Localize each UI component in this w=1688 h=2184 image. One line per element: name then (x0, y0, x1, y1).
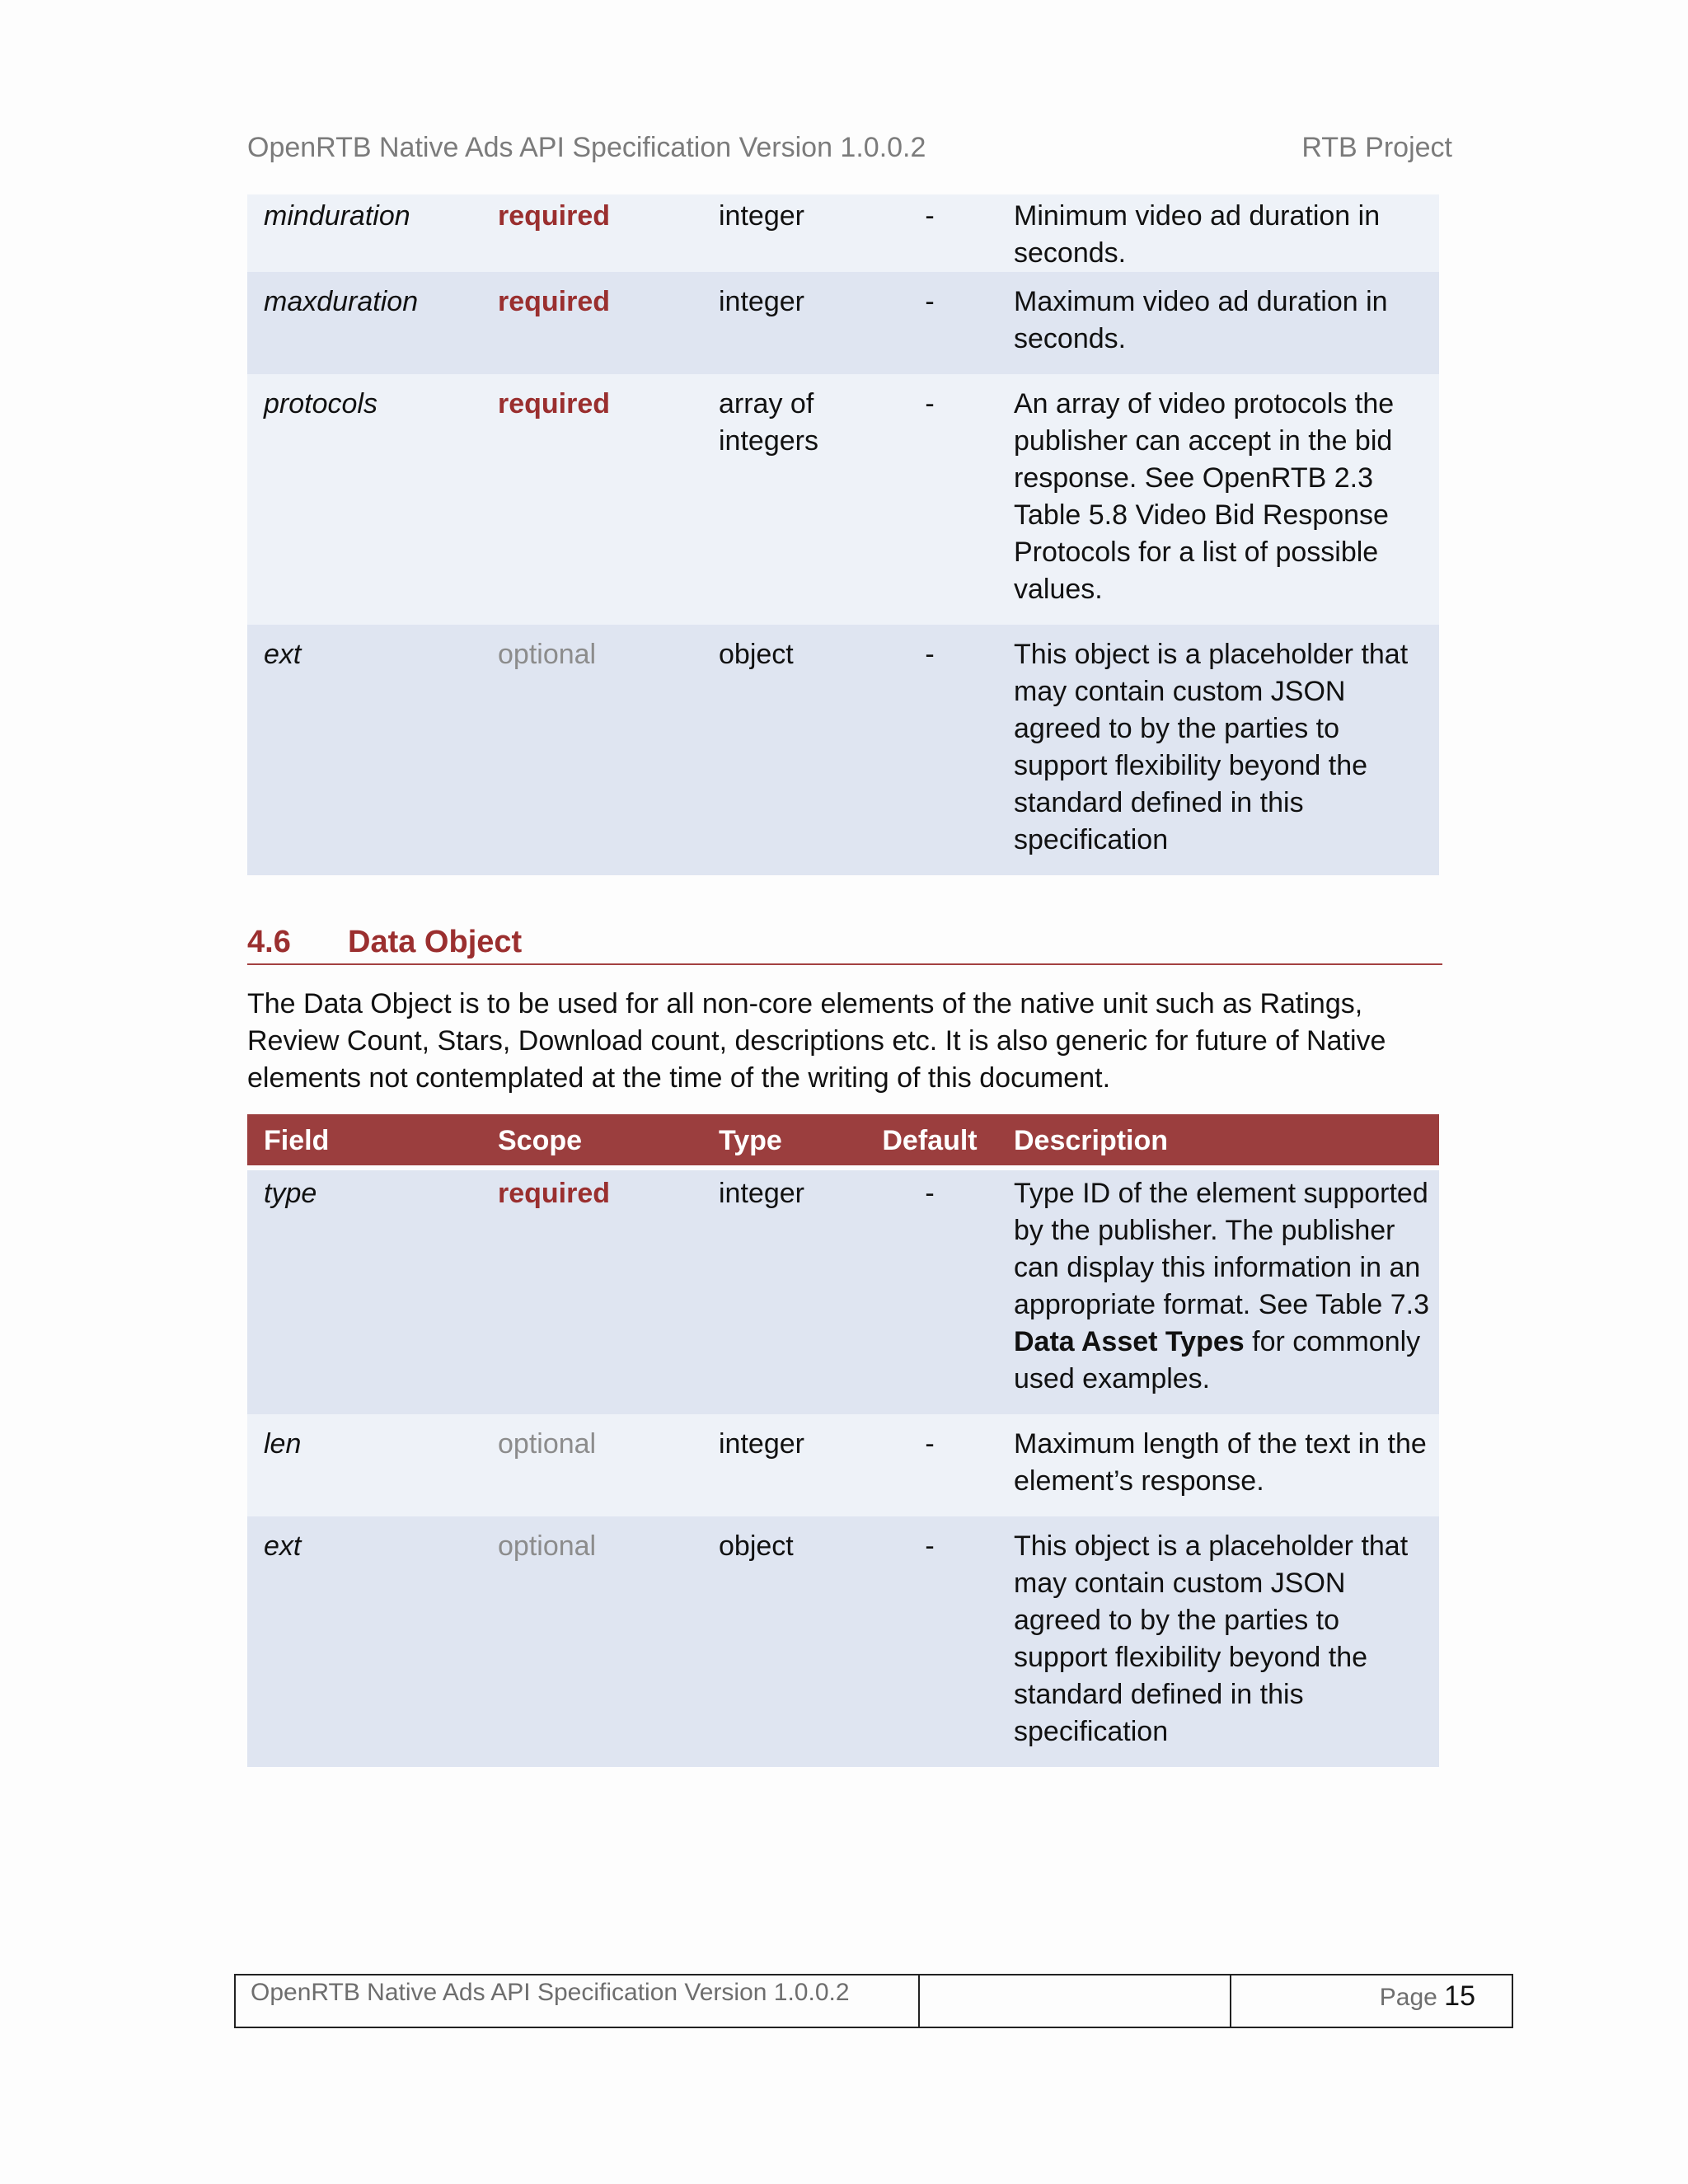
header-default: Default (862, 1114, 997, 1165)
table-header-row (247, 1114, 1439, 1165)
scope-cell: required (481, 272, 702, 374)
description-cell (997, 1170, 1439, 1414)
scope-cell: required (481, 1170, 702, 1414)
type-cell: integer (702, 1170, 862, 1414)
default-cell: - (862, 1414, 997, 1516)
footer-title: OpenRTB Native Ads API Specification Version 1.0.0.2 (236, 1975, 920, 2027)
table-reference: Data Asset Types (1014, 1326, 1245, 1357)
field-cell: ext (247, 1516, 481, 1767)
page-footer (234, 1974, 1513, 2028)
type-cell: integer (702, 194, 862, 272)
table-row (247, 1414, 1439, 1516)
section-title: Data Object (348, 925, 523, 959)
type-cell: integer (702, 1414, 862, 1516)
type-cell: integer (702, 272, 862, 374)
description-text-end: for commonly used examples. (1014, 1326, 1421, 1394)
default-cell: - (862, 194, 997, 272)
description-cell: Maximum video ad duration in seconds. (997, 272, 1439, 374)
field-cell: maxduration (247, 272, 481, 374)
default-cell: - (862, 374, 997, 625)
header-description: Description (997, 1114, 1439, 1165)
scope-cell: required (481, 374, 702, 625)
default-cell: - (862, 1516, 997, 1767)
section-number: 4.6 (247, 925, 291, 959)
table-row (247, 625, 1439, 875)
default-cell: - (862, 272, 997, 374)
field-cell: protocols (247, 374, 481, 625)
header-type: Type (702, 1114, 862, 1165)
header-field: Field (247, 1114, 481, 1165)
default-cell: - (862, 1170, 997, 1414)
description-cell: Minimum video ad duration in seconds. (997, 194, 1439, 272)
table-row (247, 272, 1439, 374)
description-cell: This object is a placeholder that may contain custom JSON agreed to by the parties to support flexibility beyond the standard defined in this specification (997, 625, 1439, 875)
description-text: Type ID of the element supported by the publisher. The publisher can display this information in an appropriate format. See Table 7.3 (1014, 1178, 1430, 1320)
default-cell: - (862, 625, 997, 875)
section-heading (247, 925, 1442, 965)
description-cell: Maximum length of the text in the element’s response. (997, 1414, 1439, 1516)
type-cell: object (702, 625, 862, 875)
scope-cell: optional (481, 1516, 702, 1767)
field-cell: type (247, 1170, 481, 1414)
table-row (247, 194, 1439, 272)
footer-blank-cell (920, 1975, 1231, 2027)
header-title: OpenRTB Native Ads API Specification Version 1.0.0.2 (247, 132, 926, 163)
field-cell: minduration (247, 194, 481, 272)
table-row (247, 1170, 1439, 1414)
table-row (247, 374, 1439, 625)
video-object-table (247, 194, 1439, 875)
table-row (247, 1516, 1439, 1767)
scope-cell: optional (481, 625, 702, 875)
description-cell: This object is a placeholder that may contain custom JSON agreed to by the parties to support flexibility beyond the standard defined in this specification (997, 1516, 1439, 1767)
field-cell: ext (247, 625, 481, 875)
scope-cell: optional (481, 1414, 702, 1516)
section-intro: The Data Object is to be used for all non-core elements of the native unit such as Ratings, Review Count, Stars, Download count, descriptions etc. It is also generic for future of Native elements not contemplated at the time of the writing of this document. (247, 988, 1386, 1094)
data-object-table (247, 1114, 1439, 1767)
type-cell: array of integers (702, 374, 862, 625)
header-project: RTB Project (1301, 132, 1452, 163)
field-cell: len (247, 1414, 481, 1516)
scope-cell: required (481, 194, 702, 272)
header-scope: Scope (481, 1114, 702, 1165)
page-number: 15 (1444, 1980, 1475, 2012)
page-label: Page (1379, 1984, 1437, 2011)
type-cell: object (702, 1516, 862, 1767)
page-header (247, 132, 1452, 164)
footer-page (1231, 1975, 1512, 2027)
description-cell: An array of video protocols the publisher can accept in the bid response. See OpenRTB 2.3 Table 5.8 Video Bid Response Protocols for a list of possible values. (997, 374, 1439, 625)
